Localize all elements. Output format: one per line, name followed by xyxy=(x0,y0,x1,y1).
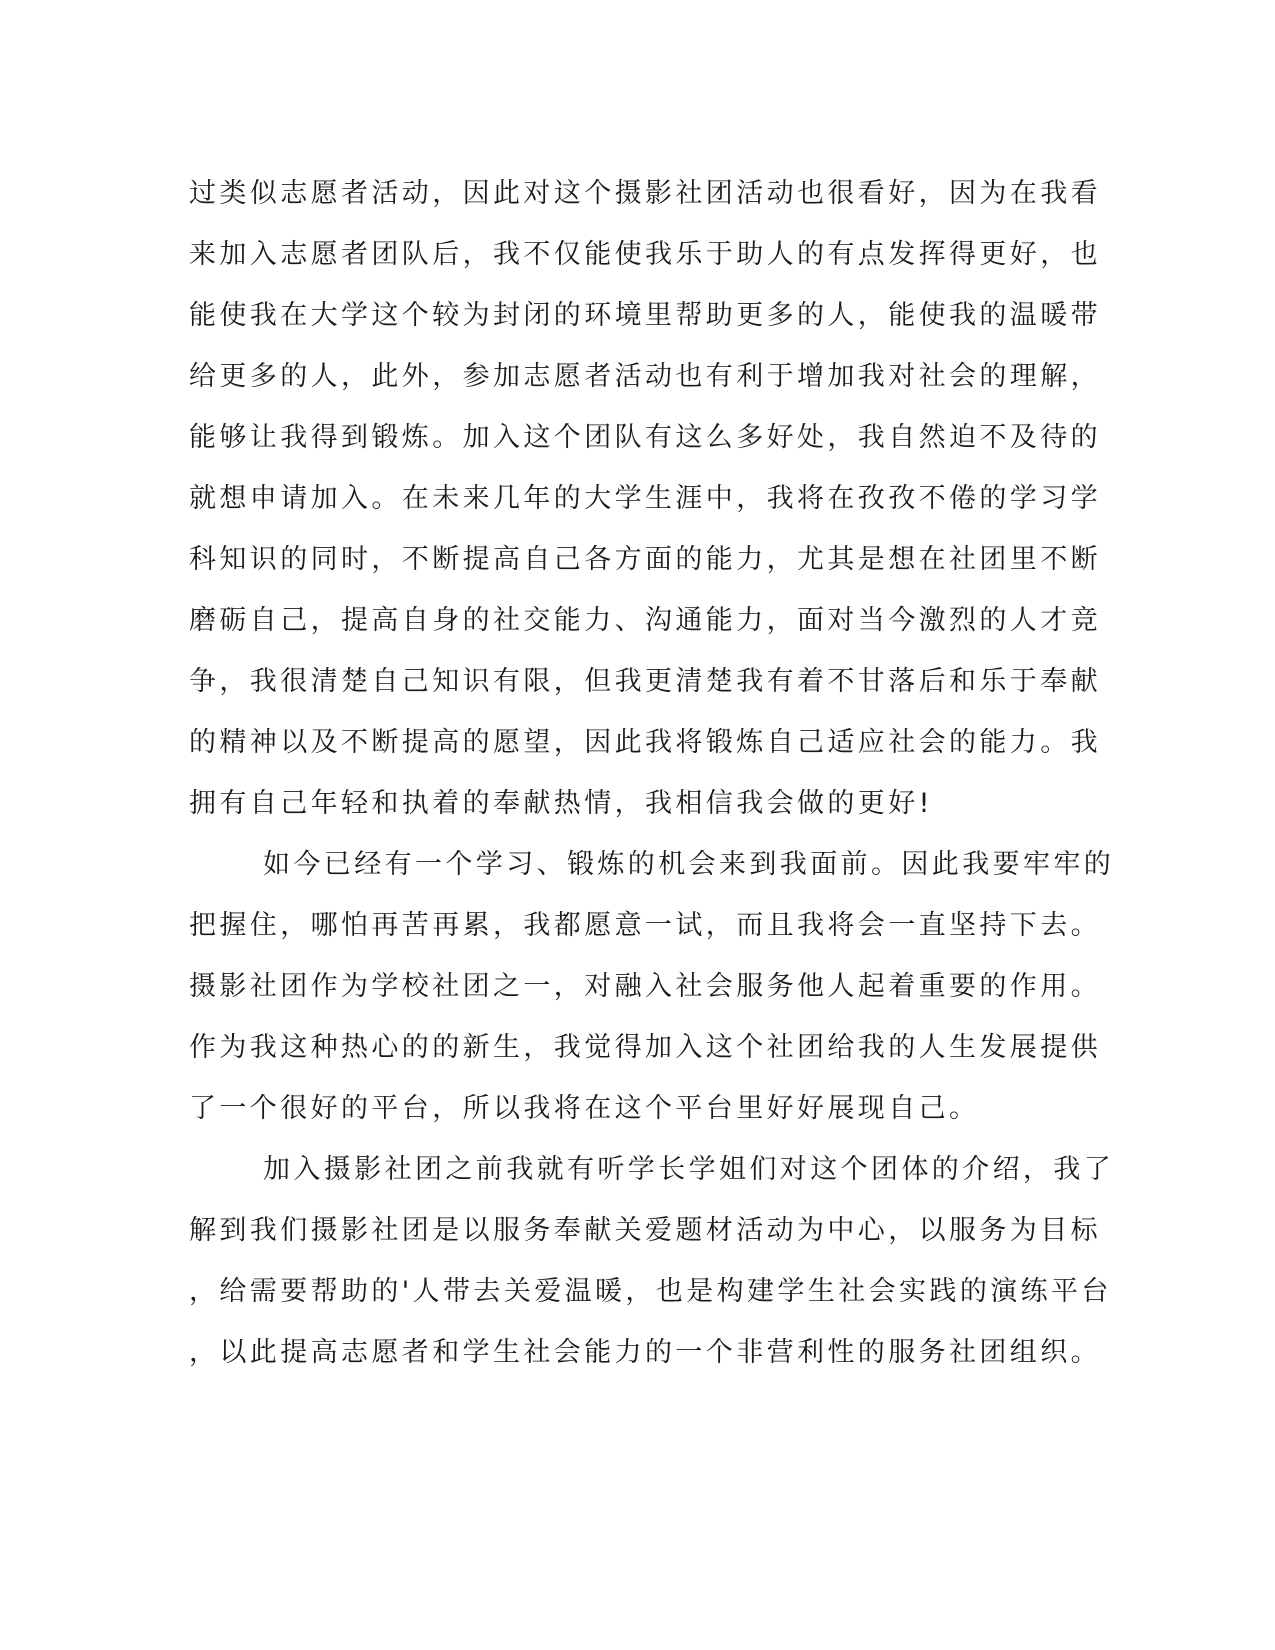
paragraph-3 xyxy=(189,1139,1115,1383)
text-line: 的精神以及不断提高的愿望，因此我将锻炼自己适应社会的能力。我 xyxy=(189,727,1101,758)
text-line: 把握住，哪怕再苦再累，我都愿意一试，而且我将会一直坚持下去。 xyxy=(189,910,1101,941)
text-line: 能使我在大学这个较为封闭的环境里帮助更多的人，能使我的温暖带 xyxy=(189,300,1101,331)
text-line: 加入摄影社团之前我就有听学长学姐们对这个团体的介绍，我了 xyxy=(263,1154,1115,1185)
text-line: 争，我很清楚自己知识有限，但我更清楚我有着不甘落后和乐于奉献 xyxy=(189,666,1101,697)
paragraph-2 xyxy=(189,834,1115,1139)
text-line: 磨砺自己，提高自身的社交能力、沟通能力，面对当今激烈的人才竞 xyxy=(189,605,1101,636)
text-line: 了一个很好的平台，所以我将在这个平台里好好展现自己。 xyxy=(189,1093,980,1124)
text-line: 过类似志愿者活动，因此对这个摄影社团活动也很看好，因为在我看 xyxy=(189,178,1101,209)
text-line: 摄影社团作为学校社团之一，对融入社会服务他人起着重要的作用。 xyxy=(189,971,1101,1002)
text-line: 来加入志愿者团队后，我不仅能使我乐于助人的有点发挥得更好，也 xyxy=(189,239,1101,270)
text-line: ，给需要帮助的'人带去关爱温暖，也是构建学生社会实践的演练平台 xyxy=(189,1276,1112,1307)
text-line: 给更多的人，此外，参加志愿者活动也有利于增加我对社会的理解， xyxy=(189,361,1101,392)
text-line: ，以此提高志愿者和学生社会能力的一个非营利性的服务社团组织。 xyxy=(189,1337,1101,1368)
text-line: 作为我这种热心的的新生，我觉得加入这个社团给我的人生发展提供 xyxy=(189,1032,1101,1063)
paragraph-1 xyxy=(189,163,1101,834)
text-line: 科知识的同时，不断提高自己各方面的能力，尤其是想在社团里不断 xyxy=(189,544,1101,575)
text-line: 就想申请加入。在未来几年的大学生涯中，我将在孜孜不倦的学习学 xyxy=(189,483,1101,514)
text-line: 解到我们摄影社团是以服务奉献关爱题材活动为中心，以服务为目标 xyxy=(189,1215,1101,1246)
text-line: 拥有自己年轻和执着的奉献热情，我相信我会做的更好! xyxy=(189,788,933,819)
text-line: 能够让我得到锻炼。加入这个团队有这么多好处，我自然迫不及待的 xyxy=(189,422,1101,453)
text-line: 如今已经有一个学习、锻炼的机会来到我面前。因此我要牢牢的 xyxy=(263,849,1115,880)
